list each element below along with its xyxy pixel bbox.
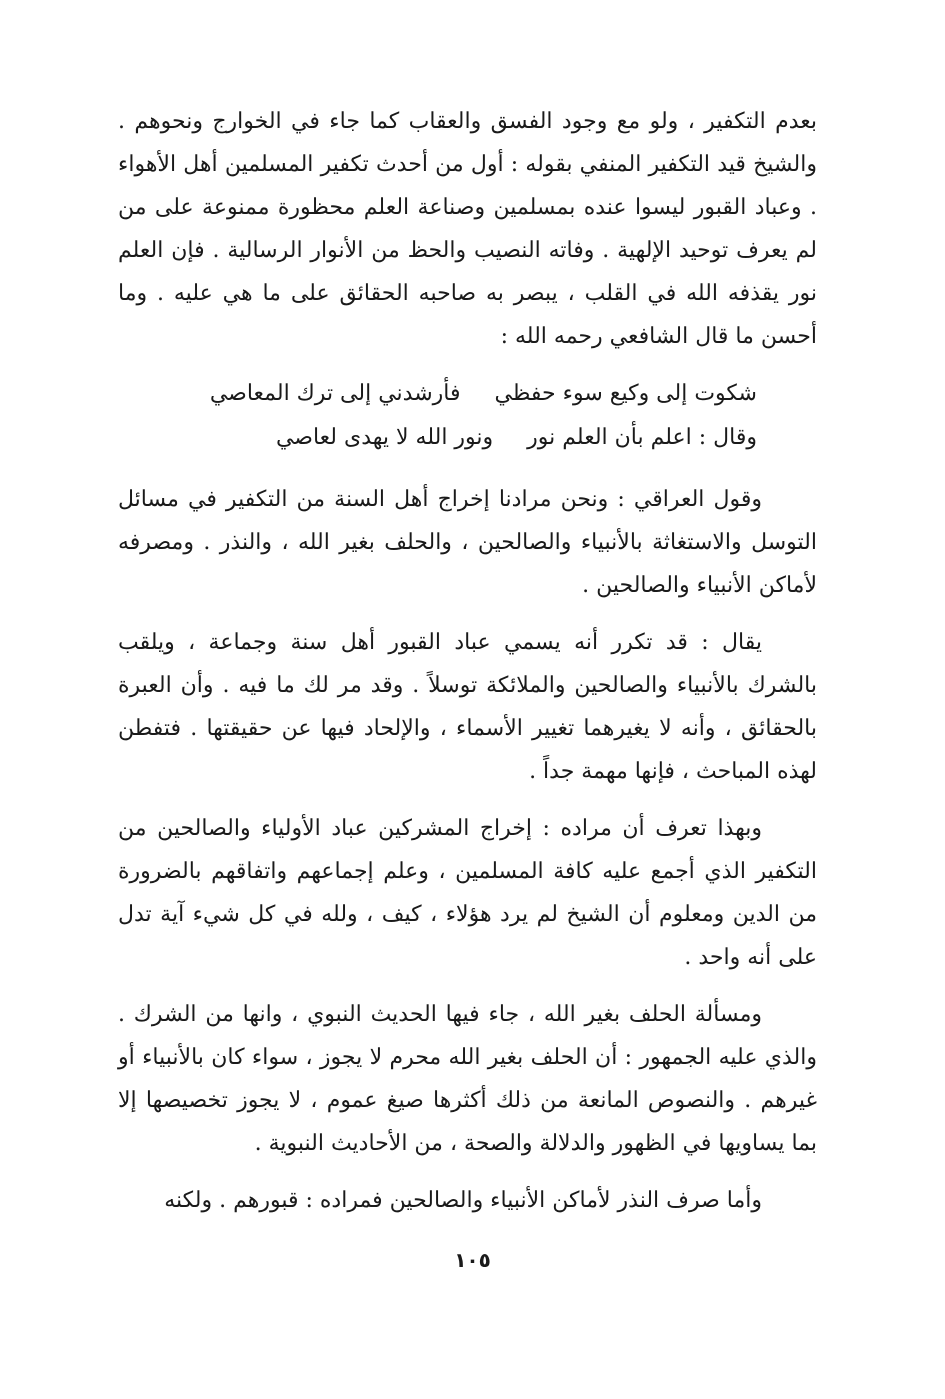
paragraph-response: [118, 621, 817, 793]
page-body-text: [118, 100, 817, 1236]
paragraph-text: يقال : قد تكرر أنه يسمي عباد القبور أهل سنة وجماعة ، ويلقب بالشرك بالأنبياء والصالحين والملائكة توسلاً . وقد مر لك ما فيه . وأن العبرة بالحقائق ، وأنه لا يغيرهما تغيير الأسماء ، والإلحاد فيها عن حقيقتها . فتفطن لهذه المباحث ، فإنها مهمة جداً .: [118, 630, 817, 784]
poem-line-2-second-hemistich: ونور الله لا يهدى لعاصي: [275, 425, 494, 450]
paragraph-intent: [118, 807, 817, 979]
paragraph-oath: [118, 993, 817, 1165]
paragraph-vow: [118, 1179, 817, 1222]
poem-line-1: [118, 372, 757, 416]
paragraph-text: وقول العراقي : ونحن مرادنا إخراج أهل السنة من التكفير في مسائل التوسل والاستغاثة بالأنبياء والصالحين ، والحلف بغير الله ، والنذر . ومصرفه لأماكن الأنبياء والصالحين .: [118, 487, 817, 598]
paragraph-iraqi-quote: [118, 478, 817, 607]
poem-line-1-first-hemistich: شكوت إلى وكيع سوء حفظي: [494, 381, 757, 406]
paragraph-text: وأما صرف النذر لأماكن الأنبياء والصالحين فمراده : قبورهم . ولكنه: [164, 1188, 762, 1213]
poem-line-1-second-hemistich: فأرشدني إلى ترك المعاصي: [209, 381, 461, 406]
poem-verses: [118, 372, 817, 460]
paragraph-intro: [118, 100, 817, 358]
poem-line-2: [118, 416, 757, 460]
paragraph-text: بعدم التكفير ، ولو مع وجود الفسق والعقاب كما جاء في الخوارج ونحوهم . والشيخ قيد التكفير المنفي بقوله : أول من أحدث تكفير المسلمين أهل الأهواء . وعباد القبور ليسوا عنده بمسلمين وصناعة العلم محظورة ممنوعة على من لم يعرف توحيد الإلهية . وفاته النصيب والحظ من الأنوار الرسالية . فإن العلم نور يقذفه الله في القلب ، يبصر به صاحبه الحقائق على ما هي عليه . وما أحسن ما قال الشافعي رحمه الله :: [118, 109, 817, 349]
paragraph-text: وبهذا تعرف أن مراده : إخراج المشركين عباد الأولياء والصالحين من التكفير الذي أجمع عليه كافة المسلمين ، وعلم إجماعهم واتفاقهم بالضرورة من الدين ومعلوم أن الشيخ لم يرد هؤلاء ، كيف ، ولله في كل شيء آية تدل على أنه واحد .: [118, 816, 817, 970]
page-number: ١٠٥: [454, 1248, 491, 1272]
paragraph-text: ومسألة الحلف بغير الله ، جاء فيها الحديث النبوي ، وانها من الشرك . والذي عليه الجمهور : أن الحلف بغير الله محرم لا يجوز ، سواء كان بالأنبياء أو غيرهم . والنصوص المانعة من ذلك أكثرها صيغ عموم ، لا يجوز تخصيصها إلا بما يساويها في الظهور والدلالة والصحة ، من الأحاديث النبوية .: [118, 1002, 817, 1156]
poem-line-2-first-hemistich: وقال : اعلم بأن العلم نور: [527, 425, 757, 450]
